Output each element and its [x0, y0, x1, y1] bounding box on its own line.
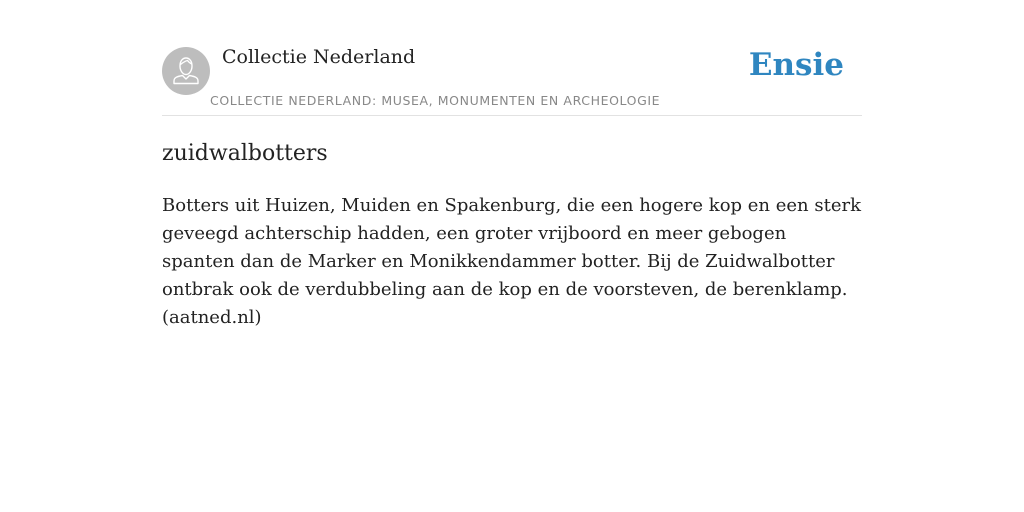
author-name[interactable]: Collectie Nederland — [222, 46, 416, 68]
category-label[interactable]: COLLECTIE NEDERLAND: MUSEA, MONUMENTEN EN ARCHEOLOGIE — [210, 93, 661, 108]
brand-logo[interactable]: Ensie — [748, 47, 844, 83]
avatar[interactable] — [162, 47, 210, 95]
entry-definition: Botters uit Huizen, Muiden en Spakenburg, die een hogere kop en een sterk geveegd achterschip hadden, een groter vrijboord en meer gebogen spanten dan de Marker en Monikkendammer botter. Bij de Zuidwalbotter ontbrak ook de verdubbeling aan de kop en de voorsteven, de berenklamp. (aatned.nl) — [162, 195, 861, 328]
entry-card — [162, 0, 862, 328]
user-silhouette-icon — [162, 47, 210, 95]
entry-header — [162, 0, 862, 116]
entry-term: zuidwalbotters — [162, 141, 328, 166]
